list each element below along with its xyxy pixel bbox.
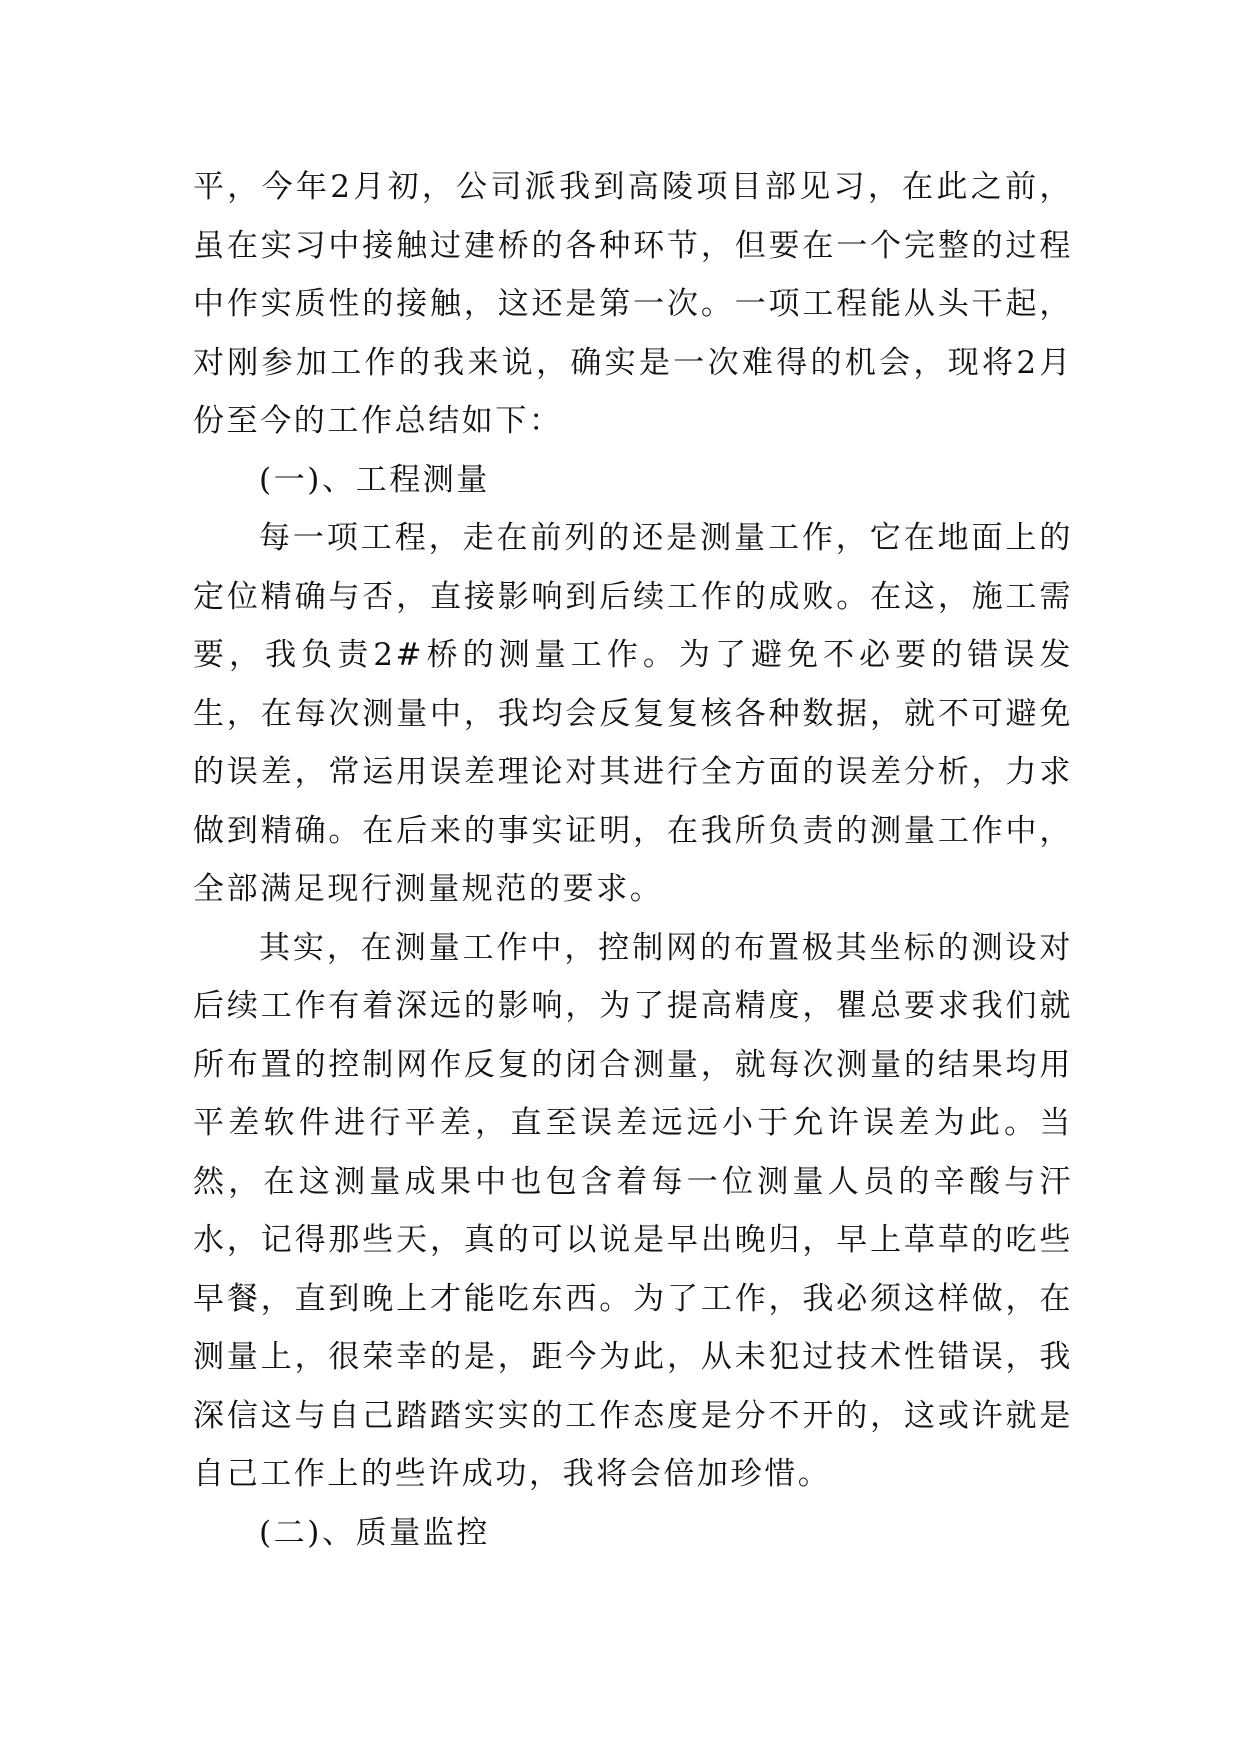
- section-heading-quality-control: (二)、质量监控: [259, 1514, 490, 1551]
- paragraph-survey-accuracy: 每一项工程，走在前列的还是测量工作，它在地面上的定位精确与否，直接影响到后续工作的成败。在这，施工需要，我负责2#桥的测量工作。为了避免不必要的错误发生，在每次测量中，我均会反复复核各种数据，就不可避免的误差，常运用误差理论对其进行全方面的误差分析，力求做到精确。在后来的事实证明，在我所负责的测量工作中，全部满足现行测量规范的要求。: [193, 520, 1073, 907]
- section-heading-engineering-survey: (一)、工程测量: [259, 461, 490, 498]
- paragraph-control-network: 其实，在测量工作中，控制网的布置极其坐标的测设对后续工作有着深远的影响，为了提高精度，瞿总要求我们就所布置的控制网作反复的闭合测量，就每次测量的结果均用平差软件进行平差，直至误差远远小于允许误差为此。当然，在这测量成果中也包含着每一位测量人员的辛酸与汗水，记得那些天，真的可以说是早出晚归，早上草草的吃些早餐，直到晚上才能吃东西。为了工作，我必须这样做，在测量上，很荣幸的是，距今为此，从未犯过技术性错误，我深信这与自己踏踏实实的工作态度是分不开的，这或许就是自己工作上的些许成功，我将会倍加珍惜。: [193, 929, 1073, 1492]
- document-body: [193, 158, 1073, 1562]
- paragraph-intro-continued: 平，今年2月初，公司派我到高陵项目部见习，在此之前，虽在实习中接触过建桥的各种环节，但要在一个完整的过程中作实质性的接触，这还是第一次。一项工程能从头干起，对刚参加工作的我来说，确实是一次难得的机会，现将2月份至今的工作总结如下：: [193, 169, 1073, 439]
